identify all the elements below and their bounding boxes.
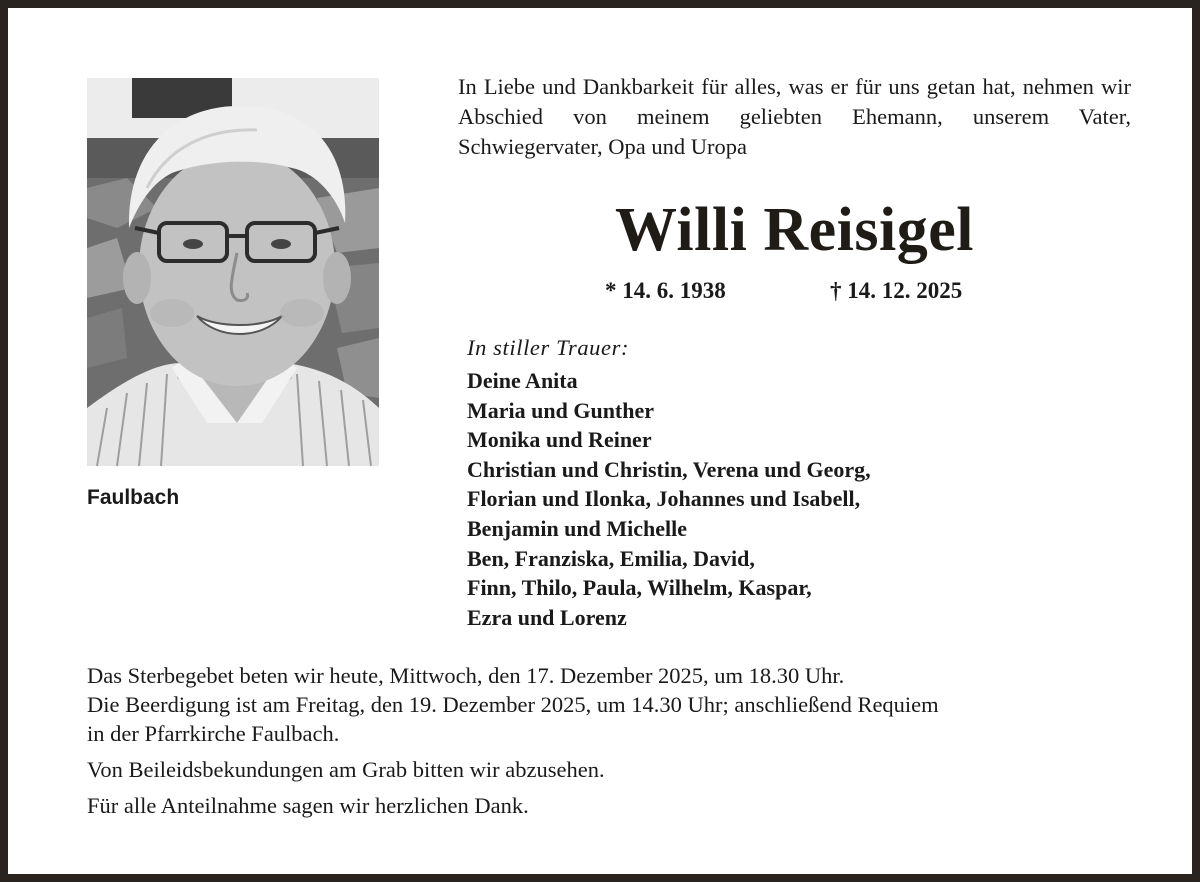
mourners-list [467, 366, 871, 632]
mourner-line: Deine Anita [467, 368, 578, 393]
intro-text: In Liebe und Dankbarkeit für alles, was er für uns getan hat, nehmen wir Abschied von meinem geliebten Ehemann, unserem Vater, Schwiegervater, Opa und Uropa [458, 74, 1131, 159]
residence-place: Faulbach [87, 486, 180, 509]
church-notice: in der Pfarrkirche Faulbach. [87, 721, 340, 746]
portrait-photo [87, 78, 379, 466]
service-notice [87, 661, 1137, 820]
mourning-heading: In stiller Trauer: [467, 335, 630, 360]
thanks-notice: Für alle Anteilnahme sagen wir herzlichen Dank. [87, 793, 529, 818]
prayer-notice: Das Sterbegebet beten wir heute, Mittwoch, den 17. Dezember 2025, um 18.30 Uhr. [87, 663, 845, 688]
mourner-line: Maria und Gunther [467, 397, 655, 423]
death-date: † 14. 12. 2025 [830, 278, 963, 303]
mourner-line: Monika und Reiner [467, 427, 652, 453]
mourner-line: Christian und Christin, Verena und Georg, [467, 456, 871, 482]
mourner-line: Ben, Franziska, Emilia, David, [467, 545, 755, 571]
funeral-notice: Die Beerdigung ist am Freitag, den 19. Dezember 2025, um 14.30 Uhr; anschließend Requiem [87, 692, 939, 717]
deceased-name: Willi Reisigel [615, 196, 974, 264]
mourner-line: Ezra und Lorenz [467, 604, 627, 630]
mourner-line: Florian und Ilonka, Johannes und Isabell, [467, 486, 861, 512]
mourner-line: Finn, Thilo, Paula, Wilhelm, Kaspar, [467, 575, 812, 601]
condolence-notice: Von Beileidsbekundungen am Grab bitten wir abzusehen. [87, 757, 605, 782]
mourner-line: Benjamin und Michelle [467, 515, 688, 541]
birth-date: * 14. 6. 1938 [605, 278, 726, 303]
